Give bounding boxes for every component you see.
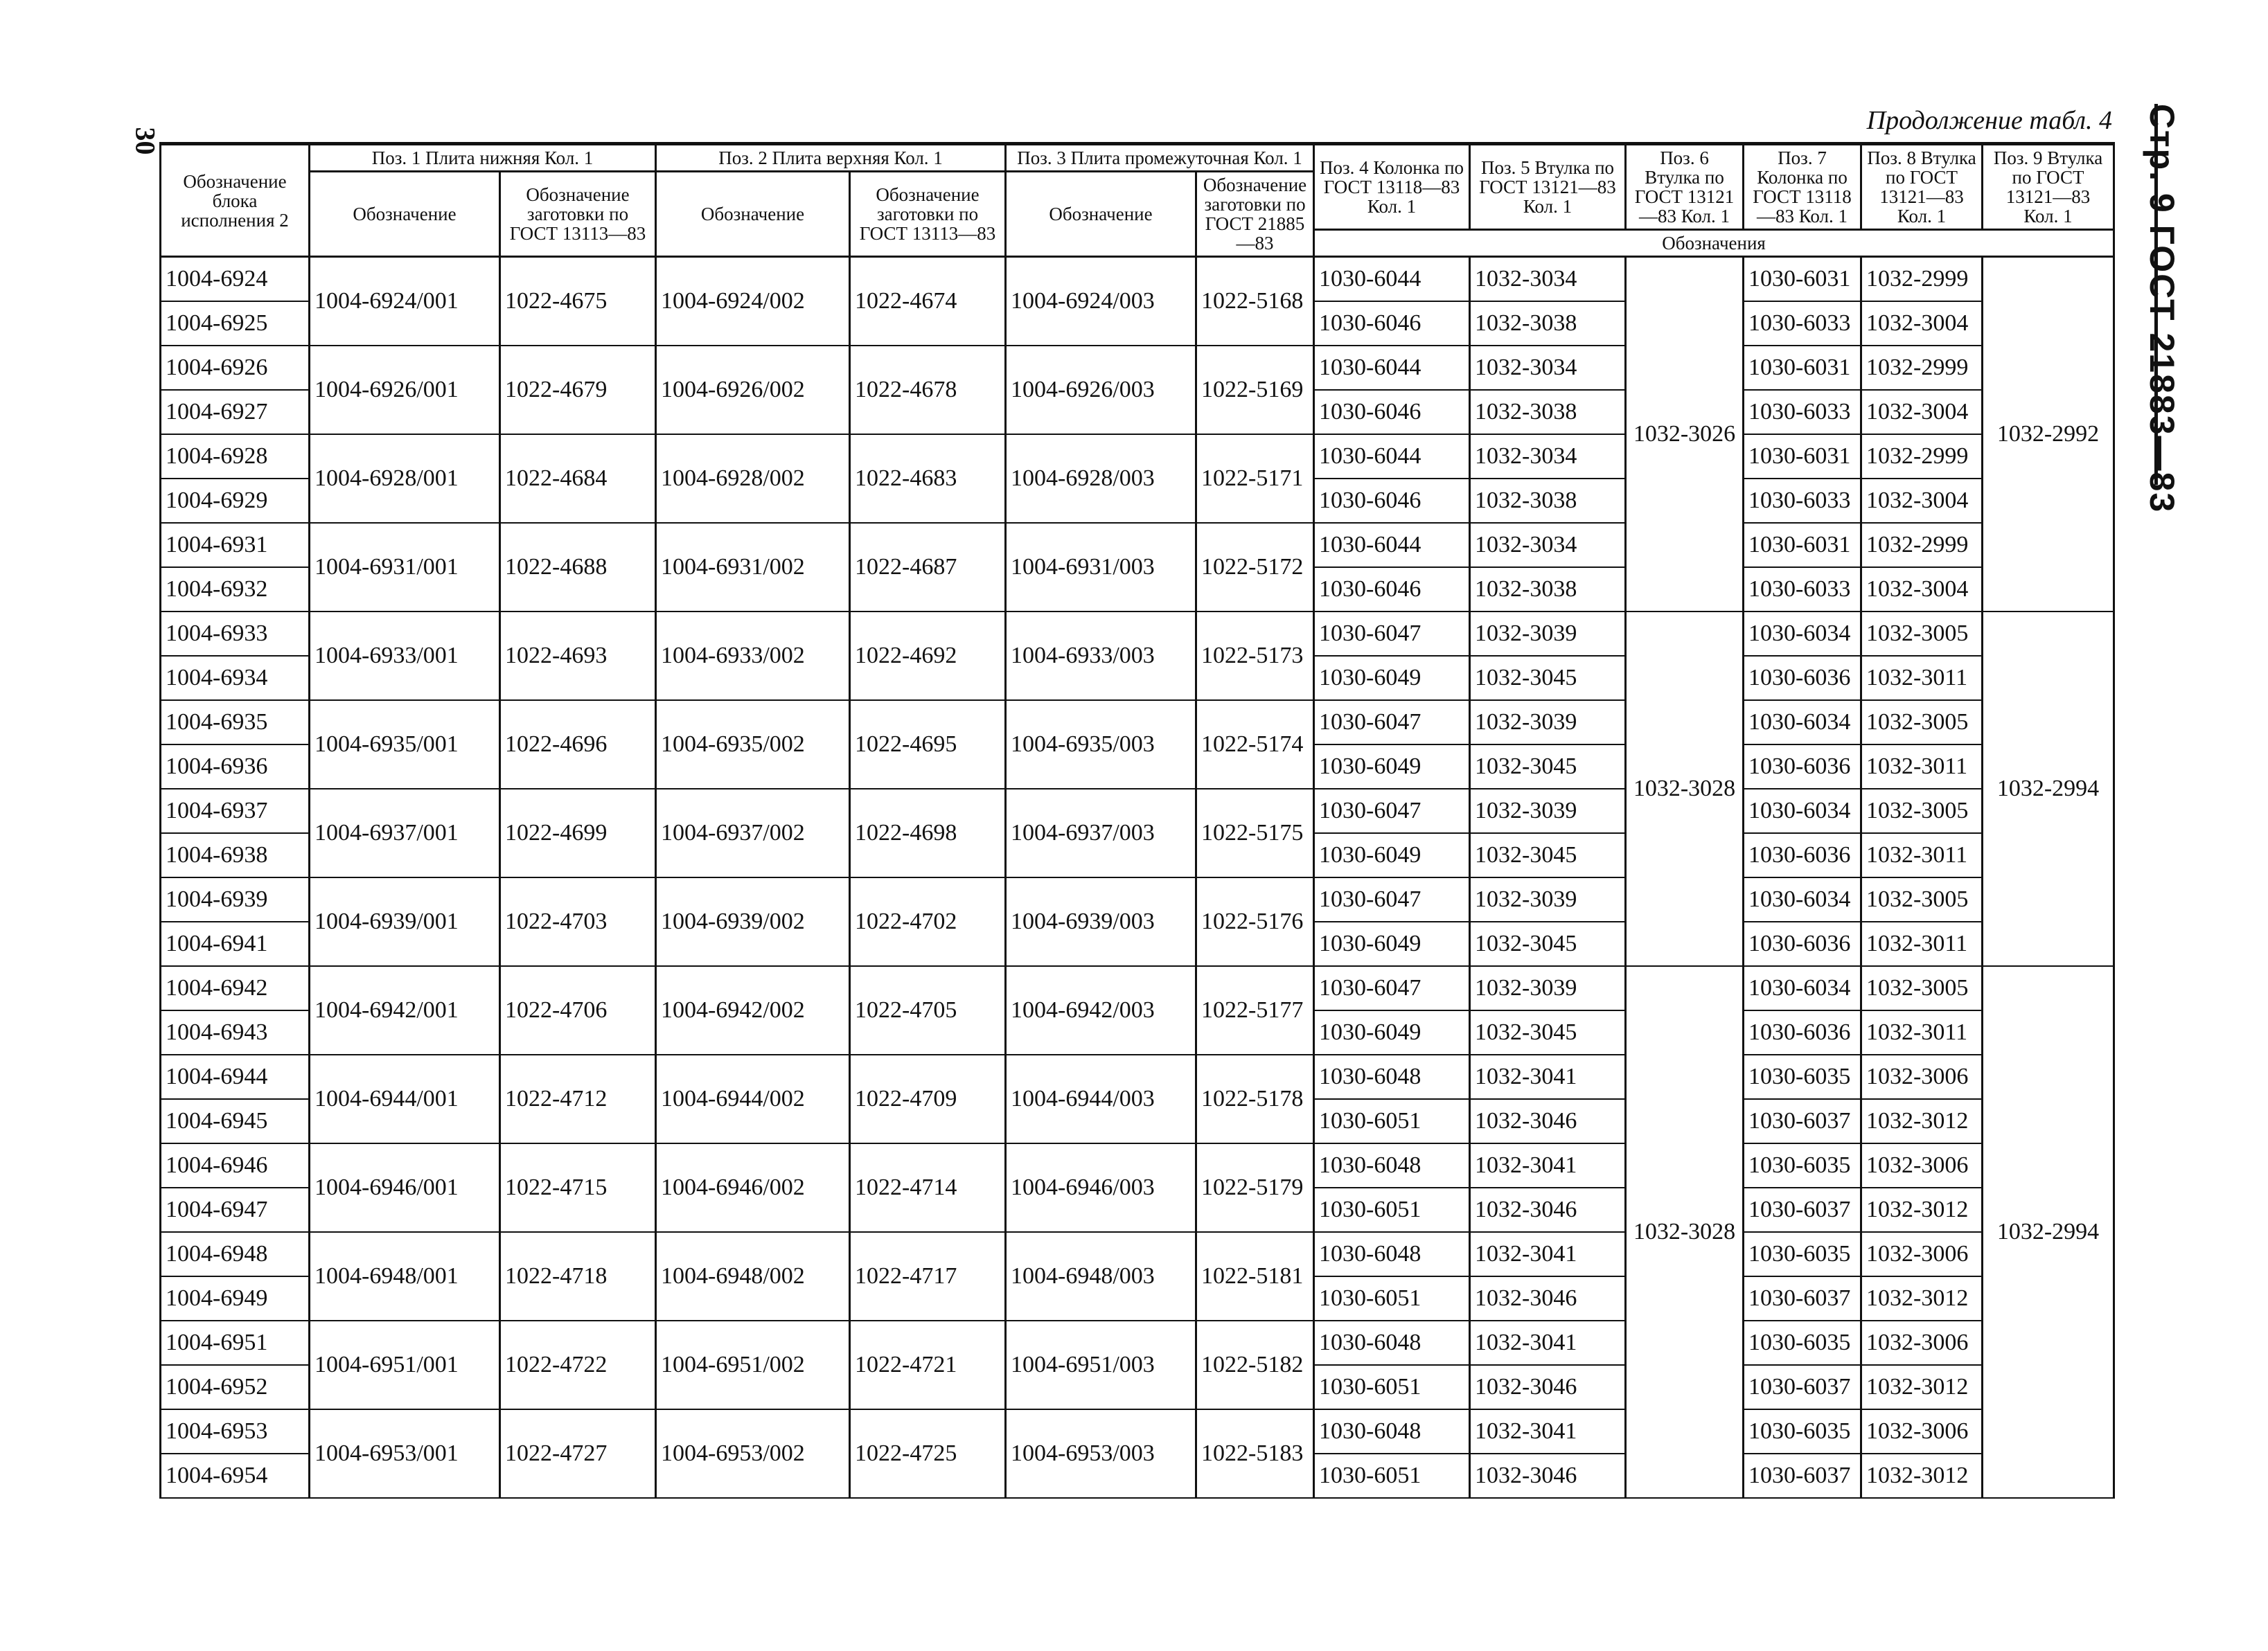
pos7-code: 1030-6037 <box>1744 1099 1861 1143</box>
pos2-blank-code: 1022-4695 <box>850 700 1006 789</box>
pos1-code: 1004-6931/001 <box>310 523 500 612</box>
pos3-code: 1004-6946/003 <box>1006 1143 1196 1232</box>
pos8-code: 1032-3012 <box>1861 1276 1983 1321</box>
side-header-text: Стр. 9 ГОСТ 21883—83 <box>2143 104 2181 514</box>
pos5-code: 1032-3046 <box>1470 1365 1626 1409</box>
pos3-blank-code: 1022-5175 <box>1196 789 1314 877</box>
table-row <box>161 257 2114 302</box>
pos5-code: 1032-3046 <box>1470 1454 1626 1498</box>
pos1-blank-code: 1022-4696 <box>500 700 656 789</box>
pos4-code: 1030-6046 <box>1314 301 1470 346</box>
pos7-code: 1030-6037 <box>1744 1454 1861 1498</box>
pos4-code: 1030-6051 <box>1314 1276 1470 1321</box>
pos8-code: 1032-3005 <box>1861 700 1983 744</box>
table-row <box>161 877 2114 922</box>
pos8-code: 1032-3004 <box>1861 567 1983 612</box>
pos3-blank-code: 1022-5173 <box>1196 612 1314 700</box>
pos6-code: 1032-3026 <box>1626 257 1744 612</box>
pos1-blank-code: 1022-4706 <box>500 966 656 1055</box>
header-pos1-zag: Обозначение заготовки по ГОСТ 13113—83 <box>500 172 656 257</box>
pos3-code: 1004-6948/003 <box>1006 1232 1196 1321</box>
block-code: 1004-6936 <box>161 744 310 789</box>
pos1-code: 1004-6944/001 <box>310 1055 500 1143</box>
pos5-code: 1032-3038 <box>1470 479 1626 523</box>
pos1-blank-code: 1022-4675 <box>500 257 656 346</box>
table-caption: Продолжение табл. 4 <box>1866 106 2112 135</box>
pos4-code: 1030-6049 <box>1314 922 1470 966</box>
pos8-code: 1032-3005 <box>1861 789 1983 833</box>
pos5-code: 1032-3046 <box>1470 1099 1626 1143</box>
header-pos8: Поз. 8 Втулка по ГОСТ 13121—83 Кол. 1 <box>1861 144 1983 230</box>
header-pos2-zag: Обозначение заготовки по ГОСТ 13113—83 <box>850 172 1006 257</box>
header-pos9: Поз. 9 Втулка по ГОСТ 13121—83 Кол. 1 <box>1983 144 2114 230</box>
pos4-code: 1030-6048 <box>1314 1055 1470 1099</box>
pos5-code: 1032-3045 <box>1470 744 1626 789</box>
pos1-code: 1004-6935/001 <box>310 700 500 789</box>
pos1-blank-code: 1022-4715 <box>500 1143 656 1232</box>
pos2-blank-code: 1022-4725 <box>850 1409 1006 1498</box>
pos4-code: 1030-6049 <box>1314 656 1470 700</box>
pos1-code: 1004-6946/001 <box>310 1143 500 1232</box>
pos1-blank-code: 1022-4718 <box>500 1232 656 1321</box>
block-code: 1004-6927 <box>161 390 310 434</box>
header-pos7: Поз. 7 Колонка по ГОСТ 13118—83 Кол. 1 <box>1744 144 1861 230</box>
pos8-code: 1032-3011 <box>1861 656 1983 700</box>
pos5-code: 1032-3039 <box>1470 700 1626 744</box>
pos1-blank-code: 1022-4699 <box>500 789 656 877</box>
pos7-code: 1030-6036 <box>1744 744 1861 789</box>
pos7-code: 1030-6035 <box>1744 1409 1861 1454</box>
pos5-code: 1032-3039 <box>1470 877 1626 922</box>
pos7-code: 1030-6031 <box>1744 523 1861 567</box>
pos4-code: 1030-6049 <box>1314 744 1470 789</box>
pos2-code: 1004-6931/002 <box>656 523 850 612</box>
pos7-code: 1030-6037 <box>1744 1276 1861 1321</box>
pos4-code: 1030-6047 <box>1314 877 1470 922</box>
block-code: 1004-6946 <box>161 1143 310 1188</box>
pos1-code: 1004-6948/001 <box>310 1232 500 1321</box>
pos5-code: 1032-3045 <box>1470 1010 1626 1055</box>
pos8-code: 1032-3006 <box>1861 1232 1983 1276</box>
pos2-blank-code: 1022-4674 <box>850 257 1006 346</box>
pos3-code: 1004-6944/003 <box>1006 1055 1196 1143</box>
pos2-code: 1004-6946/002 <box>656 1143 850 1232</box>
pos2-code: 1004-6942/002 <box>656 966 850 1055</box>
pos8-code: 1032-2999 <box>1861 257 1983 302</box>
pos8-code: 1032-3005 <box>1861 877 1983 922</box>
pos1-code: 1004-6939/001 <box>310 877 500 966</box>
pos3-blank-code: 1022-5172 <box>1196 523 1314 612</box>
pos5-code: 1032-3039 <box>1470 789 1626 833</box>
pos1-code: 1004-6928/001 <box>310 434 500 523</box>
table-row <box>161 789 2114 833</box>
pos8-code: 1032-3012 <box>1861 1365 1983 1409</box>
pos3-blank-code: 1022-5171 <box>1196 434 1314 523</box>
pos8-code: 1032-3011 <box>1861 1010 1983 1055</box>
block-code: 1004-6924 <box>161 257 310 302</box>
pos3-code: 1004-6928/003 <box>1006 434 1196 523</box>
pos7-code: 1030-6033 <box>1744 301 1861 346</box>
pos4-code: 1030-6044 <box>1314 257 1470 302</box>
block-code: 1004-6929 <box>161 479 310 523</box>
header-pos2-oboz: Обозначение <box>656 172 850 257</box>
pos7-code: 1030-6033 <box>1744 390 1861 434</box>
pos2-code: 1004-6937/002 <box>656 789 850 877</box>
pos1-code: 1004-6942/001 <box>310 966 500 1055</box>
pos1-blank-code: 1022-4712 <box>500 1055 656 1143</box>
block-code: 1004-6941 <box>161 922 310 966</box>
pos1-blank-code: 1022-4722 <box>500 1321 656 1409</box>
pos9-code: 1032-2992 <box>1983 257 2114 612</box>
pos4-code: 1030-6047 <box>1314 966 1470 1010</box>
header-pos5: Поз. 5 Втулка по ГОСТ 13121—83 Кол. 1 <box>1470 144 1626 230</box>
pos7-code: 1030-6037 <box>1744 1188 1861 1232</box>
pos4-code: 1030-6046 <box>1314 390 1470 434</box>
pos7-code: 1030-6034 <box>1744 877 1861 922</box>
spec-table-wrapper <box>159 142 2113 1499</box>
pos4-code: 1030-6047 <box>1314 612 1470 656</box>
pos3-code: 1004-6942/003 <box>1006 966 1196 1055</box>
block-code: 1004-6949 <box>161 1276 310 1321</box>
pos5-code: 1032-3034 <box>1470 257 1626 302</box>
pos7-code: 1030-6034 <box>1744 700 1861 744</box>
pos8-code: 1032-2999 <box>1861 523 1983 567</box>
pos4-code: 1030-6048 <box>1314 1143 1470 1188</box>
pos2-blank-code: 1022-4702 <box>850 877 1006 966</box>
pos2-code: 1004-6948/002 <box>656 1232 850 1321</box>
block-code: 1004-6944 <box>161 1055 310 1099</box>
pos3-code: 1004-6924/003 <box>1006 257 1196 346</box>
pos2-blank-code: 1022-4683 <box>850 434 1006 523</box>
block-code: 1004-6931 <box>161 523 310 567</box>
block-code: 1004-6937 <box>161 789 310 833</box>
pos8-code: 1032-3006 <box>1861 1409 1983 1454</box>
table-row <box>161 1409 2114 1454</box>
pos5-code: 1032-3041 <box>1470 1055 1626 1099</box>
pos4-code: 1030-6051 <box>1314 1365 1470 1409</box>
pos3-code: 1004-6933/003 <box>1006 612 1196 700</box>
pos7-code: 1030-6033 <box>1744 567 1861 612</box>
pos4-code: 1030-6044 <box>1314 523 1470 567</box>
header-pos1: Поз. 1 Плита нижняя Кол. 1 <box>310 144 656 172</box>
header-pos1-oboz: Обозначение <box>310 172 500 257</box>
block-code: 1004-6933 <box>161 612 310 656</box>
block-code: 1004-6954 <box>161 1454 310 1498</box>
pos5-code: 1032-3041 <box>1470 1409 1626 1454</box>
pos2-blank-code: 1022-4714 <box>850 1143 1006 1232</box>
pos5-code: 1032-3041 <box>1470 1321 1626 1365</box>
pos7-code: 1030-6036 <box>1744 833 1861 877</box>
pos8-code: 1032-3011 <box>1861 922 1983 966</box>
pos4-code: 1030-6049 <box>1314 833 1470 877</box>
pos1-blank-code: 1022-4693 <box>500 612 656 700</box>
pos8-code: 1032-2999 <box>1861 346 1983 390</box>
header-pos3: Поз. 3 Плита промежуточная Кол. 1 <box>1006 144 1314 172</box>
pos2-blank-code: 1022-4687 <box>850 523 1006 612</box>
pos5-code: 1032-3045 <box>1470 922 1626 966</box>
header-pos3-oboz: Обозначение <box>1006 172 1196 257</box>
pos5-code: 1032-3045 <box>1470 656 1626 700</box>
pos3-blank-code: 1022-5178 <box>1196 1055 1314 1143</box>
table-row <box>161 966 2114 1010</box>
pos8-code: 1032-3012 <box>1861 1188 1983 1232</box>
pos7-code: 1030-6035 <box>1744 1055 1861 1099</box>
pos7-code: 1030-6031 <box>1744 346 1861 390</box>
table-row <box>161 346 2114 390</box>
table-row <box>161 612 2114 656</box>
pos3-code: 1004-6935/003 <box>1006 700 1196 789</box>
pos1-code: 1004-6933/001 <box>310 612 500 700</box>
pos4-code: 1030-6046 <box>1314 479 1470 523</box>
block-code: 1004-6928 <box>161 434 310 479</box>
pos3-code: 1004-6926/003 <box>1006 346 1196 434</box>
pos4-code: 1030-6047 <box>1314 789 1470 833</box>
pos3-blank-code: 1022-5177 <box>1196 966 1314 1055</box>
pos4-code: 1030-6044 <box>1314 434 1470 479</box>
spec-table-body <box>161 257 2114 1499</box>
block-code: 1004-6951 <box>161 1321 310 1365</box>
pos4-code: 1030-6049 <box>1314 1010 1470 1055</box>
pos7-code: 1030-6031 <box>1744 434 1861 479</box>
pos7-code: 1030-6034 <box>1744 789 1861 833</box>
pos2-code: 1004-6928/002 <box>656 434 850 523</box>
pos1-code: 1004-6937/001 <box>310 789 500 877</box>
pos6-code: 1032-3028 <box>1626 966 1744 1498</box>
pos3-blank-code: 1022-5179 <box>1196 1143 1314 1232</box>
table-row <box>161 1321 2114 1365</box>
block-code: 1004-6947 <box>161 1188 310 1232</box>
pos4-code: 1030-6044 <box>1314 346 1470 390</box>
table-row <box>161 434 2114 479</box>
pos3-blank-code: 1022-5176 <box>1196 877 1314 966</box>
header-pos2: Поз. 2 Плита верхняя Кол. 1 <box>656 144 1006 172</box>
pos3-blank-code: 1022-5169 <box>1196 346 1314 434</box>
pos8-code: 1032-3004 <box>1861 301 1983 346</box>
pos2-code: 1004-6935/002 <box>656 700 850 789</box>
pos5-code: 1032-3041 <box>1470 1143 1626 1188</box>
pos7-code: 1030-6035 <box>1744 1232 1861 1276</box>
pos7-code: 1030-6034 <box>1744 612 1861 656</box>
pos3-code: 1004-6951/003 <box>1006 1321 1196 1409</box>
pos1-blank-code: 1022-4688 <box>500 523 656 612</box>
pos1-code: 1004-6926/001 <box>310 346 500 434</box>
pos3-code: 1004-6931/003 <box>1006 523 1196 612</box>
header-pos6: Поз. 6 Втулка по ГОСТ 13121—83 Кол. 1 <box>1626 144 1744 230</box>
pos8-code: 1032-3006 <box>1861 1143 1983 1188</box>
pos2-blank-code: 1022-4678 <box>850 346 1006 434</box>
pos7-code: 1030-6033 <box>1744 479 1861 523</box>
pos5-code: 1032-3038 <box>1470 567 1626 612</box>
pos1-blank-code: 1022-4703 <box>500 877 656 966</box>
table-row <box>161 1232 2114 1276</box>
pos7-code: 1030-6034 <box>1744 966 1861 1010</box>
pos3-blank-code: 1022-5174 <box>1196 700 1314 789</box>
pos8-code: 1032-2999 <box>1861 434 1983 479</box>
pos3-code: 1004-6939/003 <box>1006 877 1196 966</box>
pos4-code: 1030-6048 <box>1314 1409 1470 1454</box>
header-pos3-zag: Обозначение заготовки по ГОСТ 21885—83 <box>1196 172 1314 257</box>
pos2-blank-code: 1022-4721 <box>850 1321 1006 1409</box>
pos3-code: 1004-6953/003 <box>1006 1409 1196 1498</box>
block-code: 1004-6938 <box>161 833 310 877</box>
pos3-blank-code: 1022-5183 <box>1196 1409 1314 1498</box>
block-code: 1004-6932 <box>161 567 310 612</box>
pos4-code: 1030-6051 <box>1314 1454 1470 1498</box>
block-code: 1004-6942 <box>161 966 310 1010</box>
block-code: 1004-6934 <box>161 656 310 700</box>
pos1-blank-code: 1022-4684 <box>500 434 656 523</box>
block-code: 1004-6943 <box>161 1010 310 1055</box>
table-row <box>161 1055 2114 1099</box>
pos3-blank-code: 1022-5181 <box>1196 1232 1314 1321</box>
pos5-code: 1032-3045 <box>1470 833 1626 877</box>
pos5-code: 1032-3041 <box>1470 1232 1626 1276</box>
pos8-code: 1032-3004 <box>1861 390 1983 434</box>
pos1-code: 1004-6924/001 <box>310 257 500 346</box>
pos5-code: 1032-3046 <box>1470 1276 1626 1321</box>
pos5-code: 1032-3039 <box>1470 612 1626 656</box>
pos4-code: 1030-6051 <box>1314 1188 1470 1232</box>
table-row <box>161 700 2114 744</box>
table-row <box>161 1143 2114 1188</box>
pos4-code: 1030-6051 <box>1314 1099 1470 1143</box>
block-code: 1004-6926 <box>161 346 310 390</box>
pos5-code: 1032-3038 <box>1470 390 1626 434</box>
pos8-code: 1032-3012 <box>1861 1454 1983 1498</box>
block-code: 1004-6948 <box>161 1232 310 1276</box>
pos5-code: 1032-3038 <box>1470 301 1626 346</box>
pos9-code: 1032-2994 <box>1983 966 2114 1498</box>
pos7-code: 1030-6031 <box>1744 257 1861 302</box>
pos8-code: 1032-3006 <box>1861 1321 1983 1365</box>
pos2-code: 1004-6933/002 <box>656 612 850 700</box>
pos1-blank-code: 1022-4727 <box>500 1409 656 1498</box>
page-number: 30 <box>130 127 161 155</box>
pos2-blank-code: 1022-4692 <box>850 612 1006 700</box>
pos2-code: 1004-6951/002 <box>656 1321 850 1409</box>
pos1-blank-code: 1022-4679 <box>500 346 656 434</box>
pos3-blank-code: 1022-5182 <box>1196 1321 1314 1409</box>
pos2-code: 1004-6953/002 <box>656 1409 850 1498</box>
pos5-code: 1032-3034 <box>1470 434 1626 479</box>
table-row <box>161 523 2114 567</box>
pos4-code: 1030-6047 <box>1314 700 1470 744</box>
pos2-blank-code: 1022-4709 <box>850 1055 1006 1143</box>
header-pos4: Поз. 4 Колонка по ГОСТ 13118—83 Кол. 1 <box>1314 144 1470 230</box>
pos7-code: 1030-6036 <box>1744 1010 1861 1055</box>
side-header <box>2113 104 2251 514</box>
pos6-code: 1032-3028 <box>1626 612 1744 966</box>
pos2-code: 1004-6924/002 <box>656 257 850 346</box>
pos9-code: 1032-2994 <box>1983 612 2114 966</box>
pos7-code: 1030-6036 <box>1744 922 1861 966</box>
pos7-code: 1030-6035 <box>1744 1143 1861 1188</box>
pos5-code: 1032-3034 <box>1470 523 1626 567</box>
block-code: 1004-6939 <box>161 877 310 922</box>
pos7-code: 1030-6037 <box>1744 1365 1861 1409</box>
pos8-code: 1032-3006 <box>1861 1055 1983 1099</box>
pos7-code: 1030-6035 <box>1744 1321 1861 1365</box>
header-oboznacheniya: Обозначения <box>1314 230 2114 257</box>
pos8-code: 1032-3004 <box>1861 479 1983 523</box>
pos5-code: 1032-3034 <box>1470 346 1626 390</box>
pos8-code: 1032-3005 <box>1861 612 1983 656</box>
block-code: 1004-6935 <box>161 700 310 744</box>
block-code: 1004-6953 <box>161 1409 310 1454</box>
pos5-code: 1032-3046 <box>1470 1188 1626 1232</box>
pos2-blank-code: 1022-4717 <box>850 1232 1006 1321</box>
pos4-code: 1030-6046 <box>1314 567 1470 612</box>
header-block: Обозначение блока исполнения 2 <box>161 144 310 257</box>
pos2-blank-code: 1022-4705 <box>850 966 1006 1055</box>
pos8-code: 1032-3011 <box>1861 744 1983 789</box>
pos2-code: 1004-6926/002 <box>656 346 850 434</box>
pos4-code: 1030-6048 <box>1314 1232 1470 1276</box>
pos8-code: 1032-3012 <box>1861 1099 1983 1143</box>
pos8-code: 1032-3005 <box>1861 966 1983 1010</box>
block-code: 1004-6952 <box>161 1365 310 1409</box>
spec-table <box>159 142 2115 1499</box>
pos3-blank-code: 1022-5168 <box>1196 257 1314 346</box>
pos1-code: 1004-6951/001 <box>310 1321 500 1409</box>
pos4-code: 1030-6048 <box>1314 1321 1470 1365</box>
pos3-code: 1004-6937/003 <box>1006 789 1196 877</box>
pos2-code: 1004-6944/002 <box>656 1055 850 1143</box>
pos2-blank-code: 1022-4698 <box>850 789 1006 877</box>
pos5-code: 1032-3039 <box>1470 966 1626 1010</box>
pos7-code: 1030-6036 <box>1744 656 1861 700</box>
pos1-code: 1004-6953/001 <box>310 1409 500 1498</box>
pos2-code: 1004-6939/002 <box>656 877 850 966</box>
block-code: 1004-6925 <box>161 301 310 346</box>
block-code: 1004-6945 <box>161 1099 310 1143</box>
pos8-code: 1032-3011 <box>1861 833 1983 877</box>
